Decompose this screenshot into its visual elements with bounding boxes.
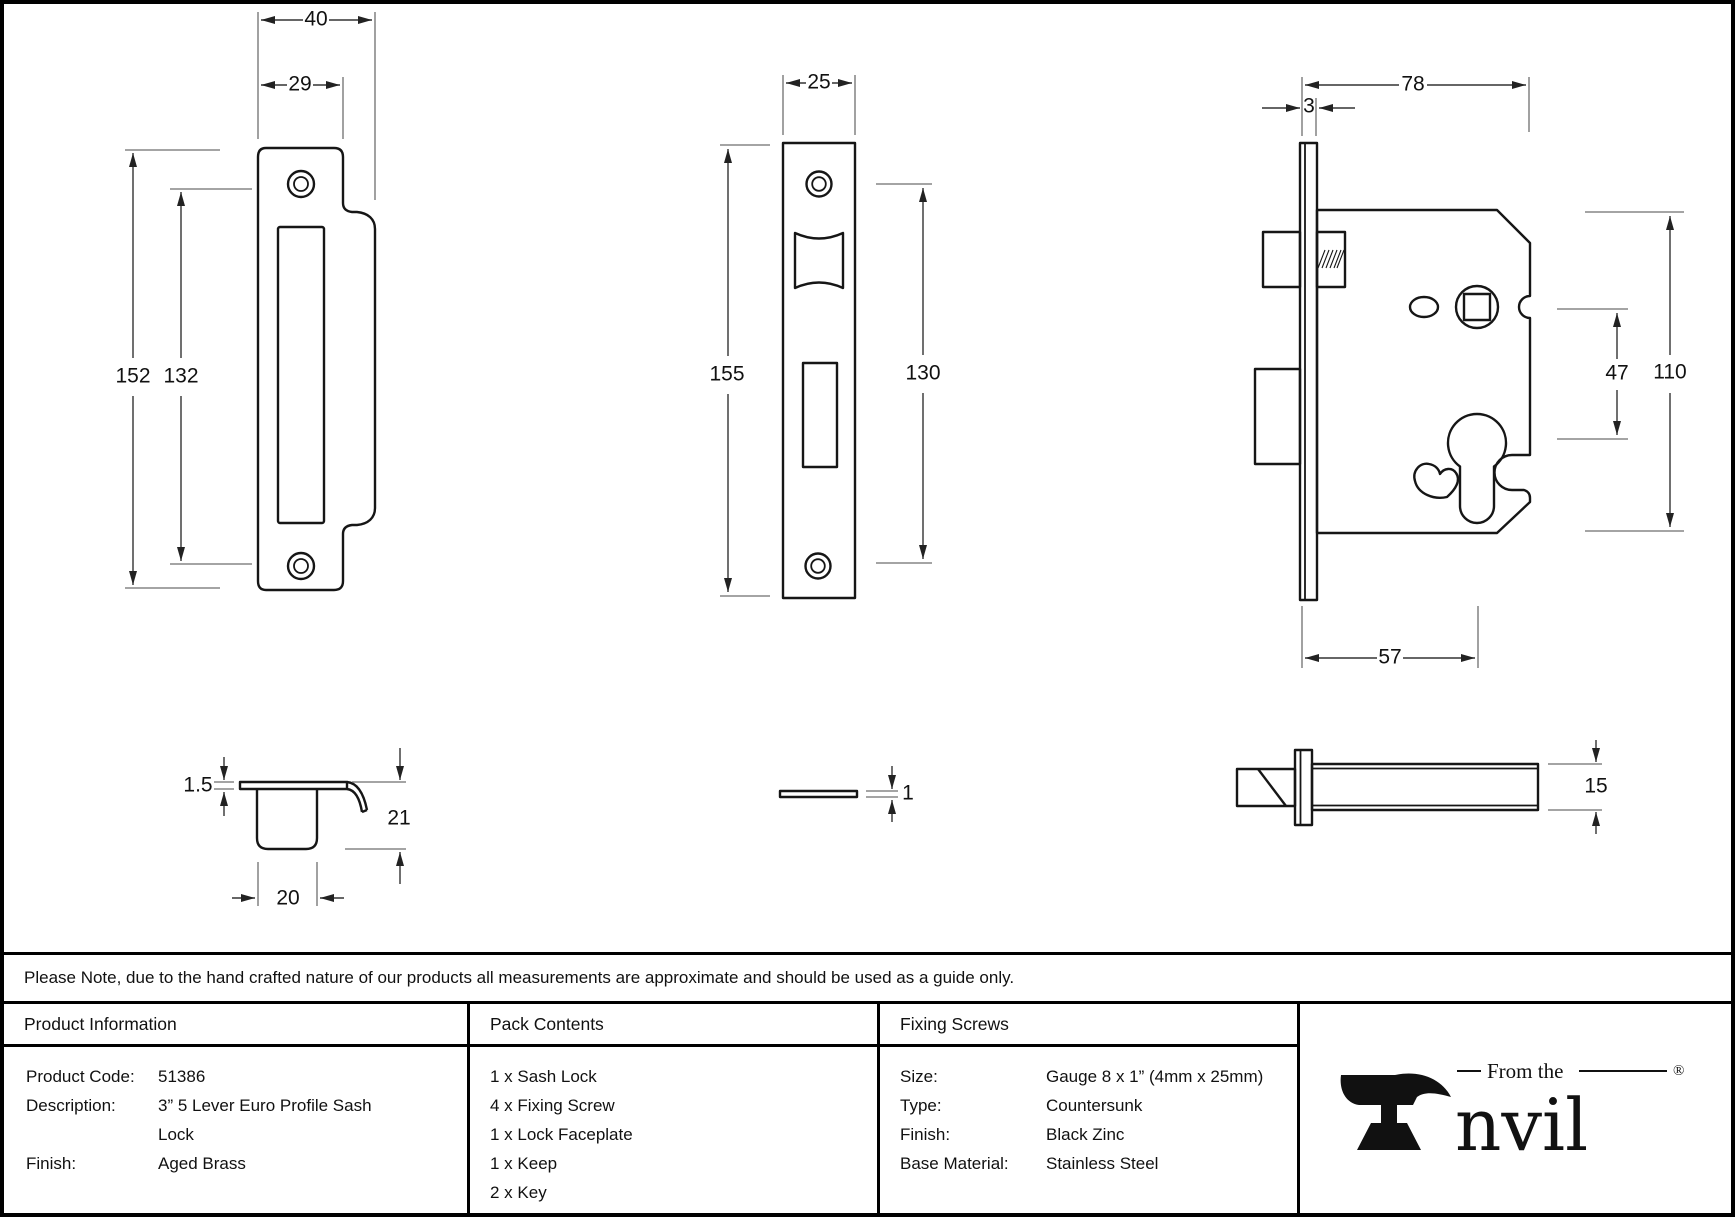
dim-label: 40 (304, 7, 328, 31)
lock-body-drawing (1255, 73, 1687, 669)
screw-material-value: Stainless Steel (1046, 1154, 1159, 1173)
keep-box (257, 790, 317, 849)
lock-faceplate-strip (1300, 143, 1317, 600)
faceplate-front-drawing (709, 71, 940, 598)
latch-bolt-profile (1237, 769, 1295, 806)
dim-label: 132 (163, 364, 199, 388)
dim-label: 25 (807, 70, 831, 94)
finish-value: Aged Brass (158, 1154, 246, 1173)
measurement-note: Please Note, due to the hand crafted nature of our products all measurements are approximate and should be used as a guide only. (4, 952, 1731, 1004)
pack-item: 1 x Lock Faceplate (490, 1125, 633, 1144)
keep-bolt-cutout (278, 227, 324, 523)
lock-case (1317, 210, 1530, 533)
logo-wordmark: nvil (1454, 1082, 1588, 1165)
screw-type-label: Type: (900, 1096, 942, 1115)
screw-finish-label: Finish: (900, 1125, 951, 1144)
pack-item: 1 x Keep (490, 1154, 558, 1173)
dim-label: 1 (902, 781, 914, 805)
latch-cutout (795, 233, 843, 288)
description-value: 3” 5 Lever Euro Profile Sash Lock (158, 1096, 372, 1144)
dim-label: 47 (1605, 361, 1629, 385)
product-code-label: Product Code: (26, 1067, 135, 1086)
fixing-hole (1410, 297, 1438, 317)
dim-label: 155 (709, 362, 745, 386)
dim-label: 3 (1303, 94, 1315, 118)
screw-material-label: Base Material: (900, 1154, 1009, 1173)
screw-type-value: Countersunk (1046, 1096, 1143, 1115)
latch-bolt (1263, 232, 1300, 287)
pack-item: 1 x Sash Lock (490, 1067, 597, 1086)
pack-item: 4 x Fixing Screw (490, 1096, 615, 1115)
dim-label: 130 (905, 361, 941, 385)
euro-cylinder-hole (1448, 414, 1506, 523)
dim-label: 78 (1401, 72, 1425, 96)
dim-label: 152 (115, 364, 151, 388)
faceplate-profile-plate (780, 791, 857, 797)
pack-item: 2 x Key (490, 1183, 547, 1202)
deadbolt-cutout (803, 363, 837, 467)
product-information-header: Product Information (4, 1004, 467, 1047)
dim-label: 1.5 (183, 773, 213, 797)
dim-label: 20 (276, 886, 300, 910)
keep-profile-drawing (183, 748, 410, 910)
faceplate-profile-drawing (780, 766, 914, 822)
screw-finish-value: Black Zinc (1046, 1125, 1125, 1144)
spindle-follower (1456, 286, 1498, 328)
pack-contents-column (470, 1004, 880, 1213)
brand-logo-cell (1300, 1004, 1731, 1213)
fixing-screws-column (880, 1004, 1300, 1213)
faceplate-screw-hole-top (807, 172, 832, 197)
keep-plate-profile (240, 782, 347, 789)
screw-size-label: Size: (900, 1067, 938, 1086)
lever-keyhole (1414, 464, 1458, 498)
spring-hatch (1318, 250, 1344, 268)
fixing-screws-header: Fixing Screws (880, 1004, 1297, 1047)
description-label: Description: (26, 1096, 116, 1115)
screw-size-value: Gauge 8 x 1” (4mm x 25mm) (1046, 1067, 1264, 1086)
case-profile (1312, 764, 1538, 810)
logo-tagline: From the (1486, 1058, 1563, 1083)
keep-screw-hole-bottom (288, 553, 314, 579)
lock-profile-drawing (1237, 740, 1608, 834)
from-the-anvil-logo (1331, 1053, 1701, 1165)
deadbolt (1255, 369, 1300, 464)
dim-label: 29 (288, 72, 312, 96)
technical-drawings (4, 4, 1731, 952)
faceplate-profile-strip (1295, 750, 1312, 825)
finish-label: Finish: (26, 1154, 77, 1173)
dim-label: 15 (1584, 774, 1608, 798)
dim-label: 21 (387, 806, 411, 830)
anvil-icon (1340, 1073, 1450, 1149)
registered-mark: ® (1672, 1062, 1684, 1079)
pack-contents-header: Pack Contents (470, 1004, 877, 1047)
keep-front-drawing (115, 8, 375, 590)
faceplate-screw-hole-bottom (806, 554, 831, 579)
keep-screw-hole-top (288, 171, 314, 197)
info-table (4, 1004, 1731, 1213)
product-code-value: 51386 (158, 1067, 206, 1086)
product-information-column (4, 1004, 470, 1213)
dim-label: 57 (1378, 645, 1402, 669)
dim-label: 110 (1653, 360, 1687, 384)
